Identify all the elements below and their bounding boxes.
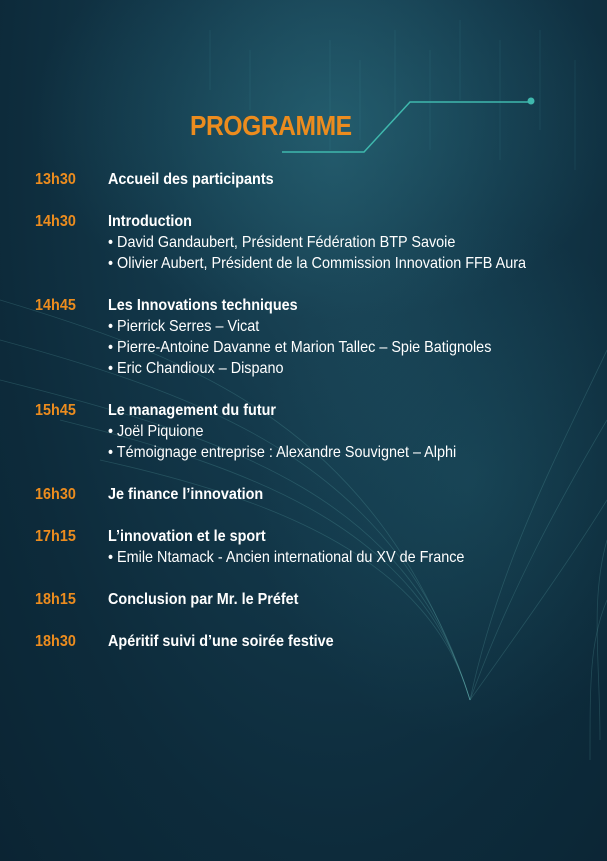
slot-speaker-item (0, 358, 607, 379)
speaker-text: • Pierrick Serres – Vicat (108, 318, 260, 335)
slot-title: Accueil des participants (108, 171, 274, 188)
slot-speaker-item (0, 232, 607, 253)
slot-title: Apéritif suivi d’une soirée festive (108, 633, 334, 650)
slot-title: Je finance l’innovation (108, 486, 264, 503)
page-title: PROGRAMME (190, 110, 352, 141)
slot-speaker-item (0, 337, 607, 358)
slot-time: 17h15 (35, 528, 76, 545)
schedule-gap (0, 274, 607, 295)
slot-time: 16h30 (35, 486, 76, 503)
schedule-gap (0, 463, 607, 484)
speaker-text: • Pierre-Antoine Davanne et Marion Tallec – Spie Batignoles (108, 339, 492, 356)
slot-time: 14h30 (35, 213, 76, 230)
slot-title: Le management du futur (108, 402, 277, 419)
slot-speaker-item (0, 442, 607, 463)
schedule-slot (0, 526, 607, 547)
slot-title: Introduction (108, 213, 192, 230)
schedule-slot (0, 589, 607, 610)
schedule-slot (0, 400, 607, 421)
schedule-slot (0, 169, 607, 190)
slot-time: 15h45 (35, 402, 76, 419)
slot-time: 18h15 (35, 591, 76, 608)
slot-time: 14h45 (35, 297, 76, 314)
slot-title: L’innovation et le sport (108, 528, 266, 545)
schedule-slot (0, 484, 607, 505)
schedule-gap (0, 190, 607, 211)
slot-speaker-item (0, 316, 607, 337)
speaker-text: • Emile Ntamack - Ancien international du XV de France (108, 549, 465, 566)
schedule-gap (0, 610, 607, 631)
schedule-slot (0, 211, 607, 232)
speaker-text: • David Gandaubert, Président Fédération BTP Savoie (108, 234, 456, 251)
programme-schedule (0, 169, 607, 652)
slot-speaker-item (0, 421, 607, 442)
speaker-text: • Eric Chandioux – Dispano (108, 360, 284, 377)
schedule-slot (0, 295, 607, 316)
slot-speaker-item (0, 253, 607, 274)
schedule-gap (0, 505, 607, 526)
speaker-text: • Joël Piquione (108, 423, 204, 440)
speaker-text: • Témoignage entreprise : Alexandre Souvignet – Alphi (108, 444, 457, 461)
slot-time: 18h30 (35, 633, 76, 650)
slot-time: 13h30 (35, 171, 76, 188)
schedule-gap (0, 568, 607, 589)
schedule-slot (0, 631, 607, 652)
speaker-text: • Olivier Aubert, Président de la Commission Innovation FFB Aura (108, 255, 527, 272)
slot-title: Les Innovations techniques (108, 297, 298, 314)
slot-title: Conclusion par Mr. le Préfet (108, 591, 299, 608)
schedule-gap (0, 379, 607, 400)
slot-speaker-item (0, 547, 607, 568)
